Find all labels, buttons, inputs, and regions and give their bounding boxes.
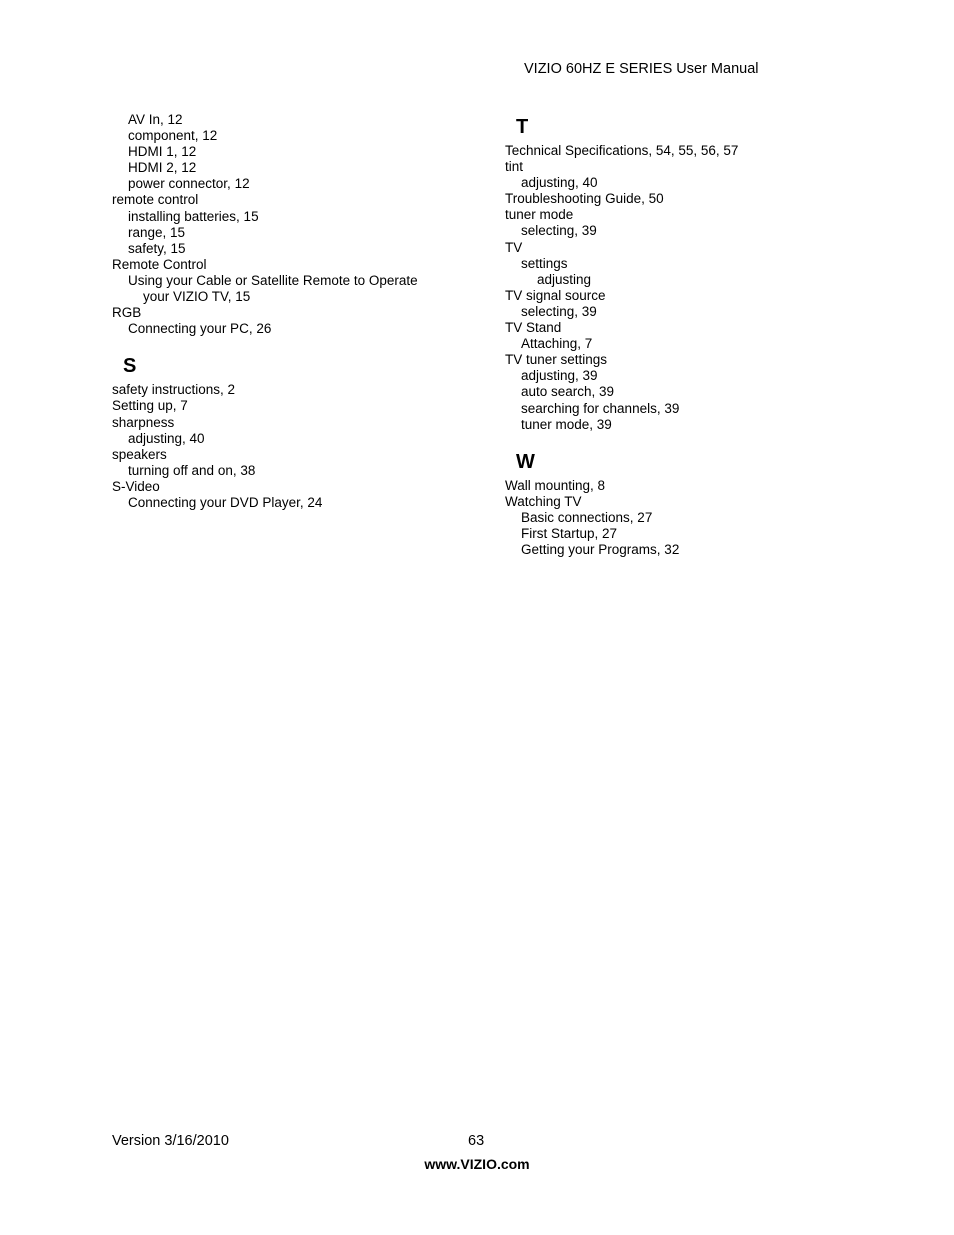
index-column-left	[112, 112, 472, 511]
index-entry: Attaching, 7	[521, 336, 593, 352]
index-entry: range, 15	[128, 224, 186, 240]
index-entry: TV	[505, 239, 523, 255]
index-entry: component, 12	[128, 128, 218, 144]
index-entry: tuner mode	[505, 207, 574, 223]
index-entry: Connecting your PC, 26	[128, 321, 272, 337]
index-entry: TV Stand	[505, 320, 562, 336]
index-entry: sharpness	[112, 414, 175, 430]
index-entry: adjusting, 40	[521, 175, 598, 191]
index-entry: speakers	[112, 446, 167, 462]
index-letter-t: T	[516, 116, 529, 138]
index-entry: S-Video	[112, 478, 160, 494]
footer-url: www.VIZIO.com	[424, 1156, 530, 1172]
index-entry: adjusting	[537, 271, 592, 287]
index-entry: settings	[521, 255, 568, 271]
index-entry: remote control	[112, 192, 199, 208]
index-entry: HDMI 2, 12	[128, 160, 197, 176]
index-entry: safety, 15	[128, 240, 186, 256]
index-entry: power connector, 12	[128, 176, 250, 192]
page-number: 63	[468, 1133, 485, 1149]
index-entry: selecting, 39	[521, 303, 597, 319]
index-entry: your VIZIO TV, 15	[143, 289, 251, 305]
index-column-right	[505, 112, 865, 558]
index-group-w	[505, 478, 865, 558]
index-group-s	[112, 382, 472, 511]
index-entry: RGB	[112, 305, 142, 321]
index-entry: Wall mounting, 8	[505, 477, 606, 493]
index-entry: safety instructions, 2	[112, 382, 236, 398]
index-entry: First Startup, 27	[521, 525, 618, 541]
index-entry: auto search, 39	[521, 384, 615, 400]
index-entry: Remote Control	[112, 256, 207, 272]
index-entry: installing batteries, 15	[128, 208, 259, 224]
index-entry: selecting, 39	[521, 223, 597, 239]
index-entry: Basic connections, 27	[521, 509, 653, 525]
index-entry: Connecting your DVD Player, 24	[128, 494, 323, 510]
index-entry: searching for channels, 39	[521, 400, 680, 416]
index-entry: HDMI 1, 12	[128, 144, 197, 160]
index-entry: adjusting, 39	[521, 368, 598, 384]
index-entry: adjusting, 40	[128, 430, 205, 446]
index-letter-w: W	[516, 450, 535, 473]
index-entry: Using your Cable or Satellite Remote to Operate	[128, 272, 418, 288]
index-group-r	[112, 112, 472, 337]
index-letter-s: S	[123, 355, 137, 378]
manual-title: VIZIO 60HZ E SERIES User Manual	[524, 61, 759, 77]
index-entry: Setting up, 7	[112, 398, 188, 414]
index-entry: Watching TV	[505, 493, 582, 509]
index-entry: Getting your Programs, 32	[521, 542, 680, 558]
index-entry: Troubleshooting Guide, 50	[505, 191, 664, 207]
index-entry: tuner mode, 39	[521, 416, 612, 432]
index-entry: AV In, 12	[128, 112, 183, 127]
index-entry: turning off and on, 38	[128, 462, 256, 478]
index-entry: TV signal source	[505, 287, 606, 303]
index-entry: tint	[505, 159, 524, 175]
index-group-t	[505, 143, 865, 433]
index-entry: Technical Specifications, 54, 55, 56, 57	[505, 143, 739, 158]
footer-version: Version 3/16/2010	[112, 1133, 229, 1149]
index-entry: TV tuner settings	[505, 352, 608, 368]
